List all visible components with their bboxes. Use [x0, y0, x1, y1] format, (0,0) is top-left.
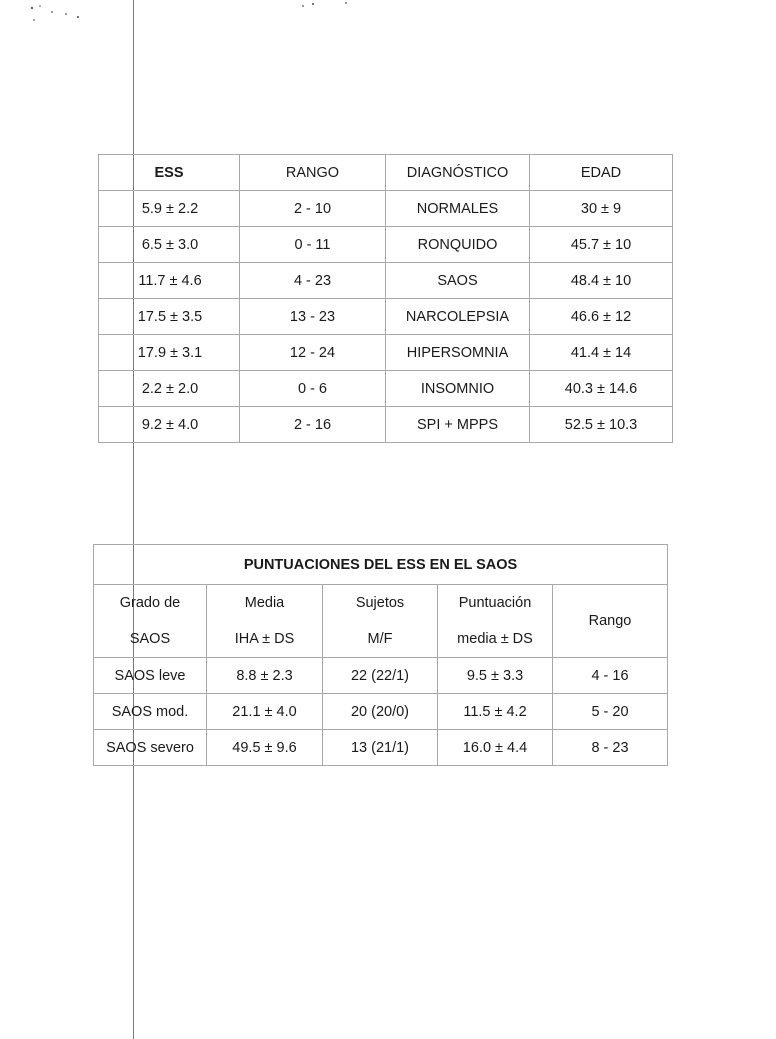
table-row: [94, 694, 668, 730]
sujetos-cell: 13 (21/1): [323, 730, 438, 766]
diagnostico-cell: INSOMNIO: [386, 371, 530, 407]
diagnostico-cell: SAOS: [386, 263, 530, 299]
rango-cell: 4 - 23: [240, 263, 386, 299]
saos-scores-table: [93, 544, 668, 766]
ess-cell: 2.2 ± 2.0: [99, 371, 240, 407]
header-line: IHA ± DS: [234, 631, 295, 647]
rango-cell: 2 - 16: [240, 407, 386, 443]
ess-cell: 6.5 ± 3.0: [99, 227, 240, 263]
ess-cell: 17.5 ± 3.5: [99, 299, 240, 335]
table-row: [99, 299, 673, 335]
rango-cell: 2 - 10: [240, 191, 386, 227]
header-ess: ESS: [99, 155, 240, 191]
header-sujetos: [323, 585, 438, 658]
rango-cell: 8 - 23: [553, 730, 668, 766]
scan-specks: [0, 0, 360, 30]
rango-cell: 0 - 11: [240, 227, 386, 263]
puntuacion-cell: 11.5 ± 4.2: [438, 694, 553, 730]
header-line: media ± DS: [457, 631, 533, 647]
diagnostico-cell: RONQUIDO: [386, 227, 530, 263]
header-line: SAOS: [129, 631, 171, 647]
header-line: M/F: [367, 631, 393, 647]
edad-cell: 52.5 ± 10.3: [530, 407, 673, 443]
ess-cell: 9.2 ± 4.0: [99, 407, 240, 443]
diagnostico-cell: HIPERSOMNIA: [386, 335, 530, 371]
sujetos-cell: 20 (20/0): [323, 694, 438, 730]
header-rango: RANGO: [240, 155, 386, 191]
edad-cell: 41.4 ± 14: [530, 335, 673, 371]
header-edad: EDAD: [530, 155, 673, 191]
table-row: [99, 227, 673, 263]
ess-diagnosis-table: [98, 154, 673, 443]
grado-cell: SAOS mod.: [94, 694, 207, 730]
edad-cell: 40.3 ± 14.6: [530, 371, 673, 407]
media-cell: 21.1 ± 4.0: [207, 694, 323, 730]
table-row: [99, 335, 673, 371]
sujetos-cell: 22 (22/1): [323, 658, 438, 694]
table-row: [94, 658, 668, 694]
table-row: [99, 191, 673, 227]
table-row: [94, 730, 668, 766]
header-line: Sujetos: [355, 595, 405, 611]
ess-cell: 11.7 ± 4.6: [99, 263, 240, 299]
header-diagnostico: DIAGNÓSTICO: [386, 155, 530, 191]
rango-cell: 5 - 20: [553, 694, 668, 730]
saos-table-title: PUNTUACIONES DEL ESS EN EL SAOS: [94, 545, 668, 585]
rango-cell: 0 - 6: [240, 371, 386, 407]
edad-cell: 46.6 ± 12: [530, 299, 673, 335]
ess-header-row: [99, 155, 673, 191]
rango-cell: 4 - 16: [553, 658, 668, 694]
diagnostico-cell: NORMALES: [386, 191, 530, 227]
header-line: Rango: [588, 613, 632, 629]
edad-cell: 48.4 ± 10: [530, 263, 673, 299]
header-line: Media: [244, 595, 285, 611]
puntuacion-cell: 9.5 ± 3.3: [438, 658, 553, 694]
header-line: Grado de: [119, 595, 181, 611]
table-row: [99, 371, 673, 407]
ess-cell: 17.9 ± 3.1: [99, 335, 240, 371]
header-media: [207, 585, 323, 658]
diagnostico-cell: SPI + MPPS: [386, 407, 530, 443]
ess-cell: 5.9 ± 2.2: [99, 191, 240, 227]
grado-cell: SAOS severo: [94, 730, 207, 766]
header-puntuacion: [438, 585, 553, 658]
header-line: Puntuación: [458, 595, 532, 611]
media-cell: 8.8 ± 2.3: [207, 658, 323, 694]
header-grado: [94, 585, 207, 658]
header-rango: [553, 585, 668, 658]
grado-cell: SAOS leve: [94, 658, 207, 694]
puntuacion-cell: 16.0 ± 4.4: [438, 730, 553, 766]
saos-header-row: [94, 585, 668, 658]
rango-cell: 13 - 23: [240, 299, 386, 335]
diagnostico-cell: NARCOLEPSIA: [386, 299, 530, 335]
table-row: [99, 407, 673, 443]
edad-cell: 30 ± 9: [530, 191, 673, 227]
rango-cell: 12 - 24: [240, 335, 386, 371]
table-row: [99, 263, 673, 299]
edad-cell: 45.7 ± 10: [530, 227, 673, 263]
saos-title-row: [94, 545, 668, 585]
media-cell: 49.5 ± 9.6: [207, 730, 323, 766]
